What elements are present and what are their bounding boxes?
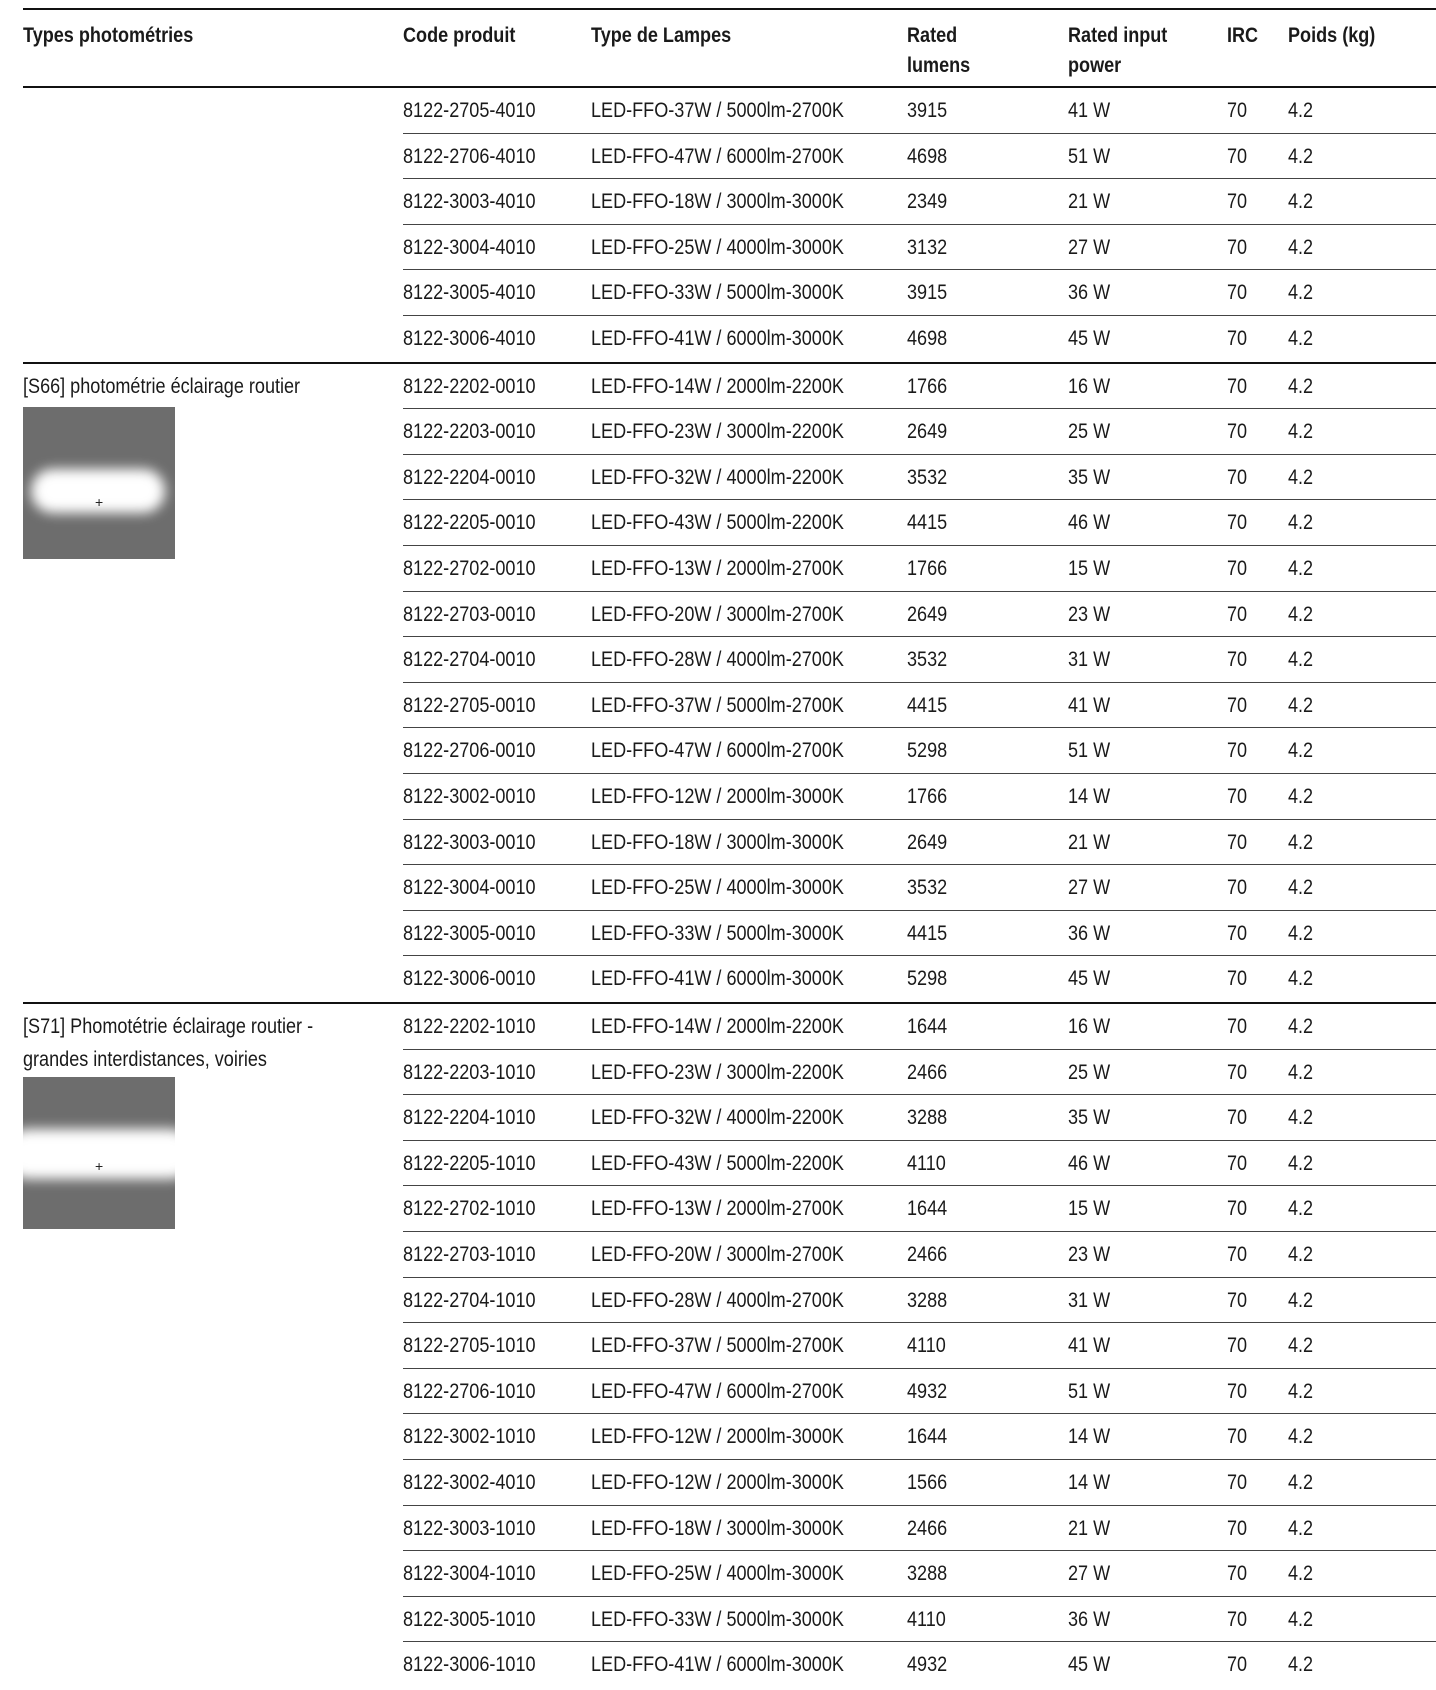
lamp-type: LED-FFO-13W / 2000lm-2700K — [591, 556, 844, 580]
product-code: 8122-3002-0010 — [403, 784, 536, 808]
lamp-type: LED-FFO-20W / 3000lm-2700K — [591, 602, 844, 626]
irc-value: 70 — [1227, 420, 1248, 444]
irc-value: 70 — [1227, 648, 1248, 672]
rated-input-power: 46 W — [1068, 511, 1111, 535]
weight-kg: 4.2 — [1288, 235, 1314, 259]
rated-input-power: 14 W — [1068, 1425, 1111, 1449]
header-code: Code produit — [403, 24, 516, 47]
rated-lumens: 3532 — [907, 648, 948, 672]
lamp-type: LED-FFO-18W / 3000lm-3000K — [591, 190, 844, 214]
irc-value: 70 — [1227, 1470, 1248, 1494]
lamp-type: LED-FFO-25W / 4000lm-3000K — [591, 1562, 844, 1586]
irc-value: 70 — [1227, 1334, 1248, 1358]
irc-value: 70 — [1227, 1151, 1248, 1175]
lamp-type: LED-FFO-43W / 5000lm-2200K — [591, 1151, 844, 1175]
rated-input-power: 25 W — [1068, 1060, 1111, 1084]
table-row — [403, 820, 1436, 866]
rated-lumens: 1644 — [907, 1425, 948, 1449]
product-code: 8122-3004-0010 — [403, 876, 536, 900]
product-code: 8122-2704-1010 — [403, 1288, 536, 1312]
table-row — [403, 179, 1436, 225]
table-row — [403, 134, 1436, 180]
header-power — [1068, 21, 1167, 81]
rated-lumens: 3532 — [907, 876, 948, 900]
rated-lumens: 5298 — [907, 739, 948, 763]
rated-lumens: 1766 — [907, 784, 948, 808]
lamp-type: LED-FFO-37W / 5000lm-2700K — [591, 1334, 844, 1358]
group-label-s66: [S66] photométrie éclairage routier — [23, 374, 301, 398]
group-s71 — [23, 1004, 1436, 1690]
table-row — [403, 270, 1436, 316]
rated-lumens: 3132 — [907, 235, 948, 259]
rated-input-power: 25 W — [1068, 420, 1111, 444]
product-code: 8122-2705-4010 — [403, 99, 536, 122]
weight-kg: 4.2 — [1288, 420, 1314, 444]
irc-value: 70 — [1227, 1288, 1248, 1312]
rated-lumens: 4110 — [907, 1151, 946, 1175]
lamp-type: LED-FFO-18W / 3000lm-3000K — [591, 1516, 844, 1540]
rated-input-power: 35 W — [1068, 465, 1111, 489]
lamp-type: LED-FFO-37W / 5000lm-2700K — [591, 693, 844, 717]
weight-kg: 4.2 — [1288, 1288, 1314, 1312]
group-s66 — [23, 364, 1436, 1004]
product-code: 8122-2706-4010 — [403, 144, 536, 168]
product-code: 8122-3005-0010 — [403, 921, 536, 945]
product-code: 8122-2204-1010 — [403, 1106, 536, 1130]
table-row — [403, 1278, 1436, 1324]
lamp-type: LED-FFO-32W / 4000lm-2200K — [591, 465, 844, 489]
rated-lumens: 3288 — [907, 1288, 948, 1312]
table-row — [403, 592, 1436, 638]
table-row — [403, 1095, 1436, 1141]
weight-kg: 4.2 — [1288, 1060, 1314, 1084]
rated-lumens: 2649 — [907, 602, 948, 626]
table-row — [403, 225, 1436, 271]
irc-value: 70 — [1227, 190, 1248, 214]
product-code: 8122-2702-1010 — [403, 1197, 536, 1221]
rated-lumens: 4415 — [907, 511, 948, 535]
header-lumens — [907, 21, 970, 81]
weight-kg: 4.2 — [1288, 921, 1314, 945]
header-poids: Poids (kg) — [1288, 24, 1376, 47]
group-rows — [403, 88, 1436, 362]
rated-lumens: 1766 — [907, 556, 948, 580]
group-label-s71-line2: grandes interdistances, voiries — [23, 1047, 267, 1071]
weight-kg: 4.2 — [1288, 465, 1314, 489]
table-row — [403, 683, 1436, 729]
weight-kg: 4.2 — [1288, 326, 1314, 350]
lamp-type: LED-FFO-33W / 5000lm-3000K — [591, 1607, 844, 1631]
lamp-type: LED-FFO-25W / 4000lm-3000K — [591, 235, 844, 259]
lamp-type: LED-FFO-20W / 3000lm-2700K — [591, 1242, 844, 1266]
rated-input-power: 16 W — [1068, 374, 1111, 398]
product-code: 8122-3003-0010 — [403, 830, 536, 854]
table-row — [403, 1004, 1436, 1050]
irc-value: 70 — [1227, 281, 1248, 305]
lamp-type: LED-FFO-12W / 2000lm-3000K — [591, 1470, 844, 1494]
weight-kg: 4.2 — [1288, 1425, 1314, 1449]
irc-value: 70 — [1227, 876, 1248, 900]
weight-kg: 4.2 — [1288, 99, 1314, 122]
rated-lumens: 2466 — [907, 1242, 948, 1266]
rated-input-power: 45 W — [1068, 326, 1111, 350]
product-code: 8122-2703-0010 — [403, 602, 536, 626]
weight-kg: 4.2 — [1288, 1379, 1314, 1403]
lamp-type: LED-FFO-13W / 2000lm-2700K — [591, 1197, 844, 1221]
lamp-type: LED-FFO-41W / 6000lm-3000K — [591, 967, 844, 991]
product-code: 8122-2705-0010 — [403, 693, 536, 717]
product-code: 8122-3006-4010 — [403, 326, 536, 350]
group-rows — [403, 364, 1436, 1002]
irc-value: 70 — [1227, 556, 1248, 580]
rated-lumens: 1644 — [907, 1014, 948, 1038]
table-row — [403, 1460, 1436, 1506]
table-row — [403, 1232, 1436, 1278]
table-row — [403, 88, 1436, 134]
weight-kg: 4.2 — [1288, 374, 1314, 398]
rated-lumens: 4110 — [907, 1607, 946, 1631]
irc-value: 70 — [1227, 602, 1248, 626]
rated-input-power: 23 W — [1068, 1242, 1111, 1266]
group-rows — [403, 1004, 1436, 1688]
table-row — [403, 316, 1436, 362]
product-code: 8122-3005-1010 — [403, 1607, 536, 1631]
header-lumens-line1: Rated — [907, 24, 958, 47]
rated-lumens: 4415 — [907, 921, 948, 945]
lamp-type: LED-FFO-18W / 3000lm-3000K — [591, 830, 844, 854]
rated-input-power: 14 W — [1068, 1470, 1111, 1494]
rated-input-power: 31 W — [1068, 1288, 1111, 1312]
weight-kg: 4.2 — [1288, 511, 1314, 535]
table-row — [403, 956, 1436, 1002]
group-continuation — [23, 88, 1436, 364]
header-irc: IRC — [1227, 24, 1259, 47]
weight-kg: 4.2 — [1288, 739, 1314, 763]
rated-input-power: 36 W — [1068, 1607, 1111, 1631]
header-type: Type de Lampes — [591, 24, 732, 47]
table-header — [23, 8, 1436, 88]
irc-value: 70 — [1227, 1106, 1248, 1130]
weight-kg: 4.2 — [1288, 1607, 1314, 1631]
product-code: 8122-2202-1010 — [403, 1014, 536, 1038]
rated-lumens: 2649 — [907, 830, 948, 854]
table-row — [403, 728, 1436, 774]
irc-value: 70 — [1227, 1516, 1248, 1540]
lamp-type: LED-FFO-33W / 5000lm-3000K — [591, 921, 844, 945]
weight-kg: 4.2 — [1288, 1516, 1314, 1540]
product-code: 8122-3004-1010 — [403, 1562, 536, 1586]
table-row — [403, 865, 1436, 911]
rated-input-power: 45 W — [1068, 1653, 1111, 1677]
group-label-s71 — [23, 1004, 350, 1076]
weight-kg: 4.2 — [1288, 144, 1314, 168]
group-label-cell — [23, 364, 403, 560]
irc-value: 70 — [1227, 465, 1248, 489]
lamp-type: LED-FFO-12W / 2000lm-3000K — [591, 784, 844, 808]
rated-lumens: 4110 — [907, 1334, 946, 1358]
rated-input-power: 45 W — [1068, 967, 1111, 991]
product-code: 8122-3002-4010 — [403, 1470, 536, 1494]
rated-input-power: 27 W — [1068, 235, 1111, 259]
rated-input-power: 14 W — [1068, 784, 1111, 808]
photometry-marker: + — [95, 1157, 104, 1174]
lamp-type: LED-FFO-47W / 6000lm-2700K — [591, 739, 844, 763]
irc-value: 70 — [1227, 1425, 1248, 1449]
table-row — [403, 500, 1436, 546]
irc-value: 70 — [1227, 1242, 1248, 1266]
rated-input-power: 51 W — [1068, 144, 1111, 168]
lamp-type: LED-FFO-23W / 3000lm-2200K — [591, 1060, 844, 1084]
rated-input-power: 51 W — [1068, 739, 1111, 763]
table-row — [403, 1597, 1436, 1643]
rated-input-power: 15 W — [1068, 1197, 1111, 1221]
rated-input-power: 27 W — [1068, 876, 1111, 900]
irc-value: 70 — [1227, 144, 1248, 168]
product-code: 8122-2706-0010 — [403, 739, 536, 763]
product-code: 8122-3005-4010 — [403, 281, 536, 305]
rated-lumens: 3532 — [907, 465, 948, 489]
rated-input-power: 41 W — [1068, 693, 1111, 717]
product-code: 8122-3003-1010 — [403, 1516, 536, 1540]
irc-value: 70 — [1227, 921, 1248, 945]
lamp-type: LED-FFO-41W / 6000lm-3000K — [591, 326, 844, 350]
table-row — [403, 911, 1436, 957]
lamp-type: LED-FFO-47W / 6000lm-2700K — [591, 144, 844, 168]
lamp-type: LED-FFO-33W / 5000lm-3000K — [591, 281, 844, 305]
rated-lumens: 4932 — [907, 1379, 948, 1403]
rated-lumens: 4698 — [907, 326, 948, 350]
product-code: 8122-3006-0010 — [403, 967, 536, 991]
table-row — [403, 1323, 1436, 1369]
lamp-type: LED-FFO-47W / 6000lm-2700K — [591, 1379, 844, 1403]
rated-lumens: 4698 — [907, 144, 948, 168]
header-power-line1: Rated input — [1068, 24, 1168, 47]
rated-lumens: 3288 — [907, 1562, 948, 1586]
rated-input-power: 46 W — [1068, 1151, 1111, 1175]
weight-kg: 4.2 — [1288, 876, 1314, 900]
rated-input-power: 31 W — [1068, 648, 1111, 672]
rated-lumens: 4932 — [907, 1653, 948, 1677]
weight-kg: 4.2 — [1288, 1106, 1314, 1130]
rated-lumens: 1766 — [907, 374, 948, 398]
product-code: 8122-2205-1010 — [403, 1151, 536, 1175]
irc-value: 70 — [1227, 784, 1248, 808]
table-row — [403, 1414, 1436, 1460]
table-row — [403, 1369, 1436, 1415]
irc-value: 70 — [1227, 739, 1248, 763]
irc-value: 70 — [1227, 1014, 1248, 1038]
rated-input-power: 41 W — [1068, 1334, 1111, 1358]
rated-lumens: 2466 — [907, 1516, 948, 1540]
rated-input-power: 35 W — [1068, 1106, 1111, 1130]
product-code: 8122-2704-0010 — [403, 648, 536, 672]
product-code: 8122-3006-1010 — [403, 1653, 536, 1677]
product-code: 8122-2706-1010 — [403, 1379, 536, 1403]
product-code: 8122-2703-1010 — [403, 1242, 536, 1266]
weight-kg: 4.2 — [1288, 556, 1314, 580]
table-row — [403, 1506, 1436, 1552]
table-row — [403, 1642, 1436, 1688]
weight-kg: 4.2 — [1288, 1334, 1314, 1358]
weight-kg: 4.2 — [1288, 1197, 1314, 1221]
irc-value: 70 — [1227, 1379, 1248, 1403]
lamp-type: LED-FFO-37W / 5000lm-2700K — [591, 99, 844, 122]
lamp-type: LED-FFO-23W / 3000lm-2200K — [591, 420, 844, 444]
weight-kg: 4.2 — [1288, 830, 1314, 854]
rated-lumens: 2349 — [907, 190, 948, 214]
table-row — [403, 1141, 1436, 1187]
rated-input-power: 51 W — [1068, 1379, 1111, 1403]
lamp-type: LED-FFO-12W / 2000lm-3000K — [591, 1425, 844, 1449]
product-code: 8122-2204-0010 — [403, 465, 536, 489]
rated-lumens: 1644 — [907, 1197, 948, 1221]
product-table — [23, 8, 1436, 1690]
header-power-line2: power — [1068, 54, 1122, 77]
rated-input-power: 41 W — [1068, 99, 1111, 122]
irc-value: 70 — [1227, 99, 1248, 122]
product-code: 8122-2203-0010 — [403, 420, 536, 444]
rated-lumens: 2649 — [907, 420, 948, 444]
irc-value: 70 — [1227, 374, 1248, 398]
rated-lumens: 3915 — [907, 281, 948, 305]
irc-value: 70 — [1227, 1562, 1248, 1586]
irc-value: 70 — [1227, 693, 1248, 717]
weight-kg: 4.2 — [1288, 190, 1314, 214]
product-code: 8122-2705-1010 — [403, 1334, 536, 1358]
lamp-type: LED-FFO-14W / 2000lm-2200K — [591, 374, 844, 398]
lamp-type: LED-FFO-25W / 4000lm-3000K — [591, 876, 844, 900]
weight-kg: 4.2 — [1288, 1242, 1314, 1266]
weight-kg: 4.2 — [1288, 648, 1314, 672]
weight-kg: 4.2 — [1288, 1653, 1314, 1677]
rated-input-power: 21 W — [1068, 1516, 1111, 1540]
header-types: Types photométries — [23, 24, 194, 47]
table-row — [403, 1186, 1436, 1232]
irc-value: 70 — [1227, 1197, 1248, 1221]
lamp-type: LED-FFO-43W / 5000lm-2200K — [591, 511, 844, 535]
rated-lumens: 5298 — [907, 967, 948, 991]
rated-input-power: 27 W — [1068, 1562, 1111, 1586]
weight-kg: 4.2 — [1288, 602, 1314, 626]
product-code: 8122-3002-1010 — [403, 1425, 536, 1449]
irc-value: 70 — [1227, 1060, 1248, 1084]
photometry-road-lighting-icon — [23, 407, 175, 559]
weight-kg: 4.2 — [1288, 693, 1314, 717]
photometry-wide-road-lighting-icon — [23, 1077, 175, 1229]
irc-value: 70 — [1227, 511, 1248, 535]
rated-input-power: 36 W — [1068, 281, 1111, 305]
product-code: 8122-2702-0010 — [403, 556, 536, 580]
rated-input-power: 21 W — [1068, 190, 1111, 214]
photometry-marker: + — [95, 494, 104, 511]
lamp-type: LED-FFO-32W / 4000lm-2200K — [591, 1106, 844, 1130]
table-row — [403, 1551, 1436, 1597]
product-code: 8122-3003-4010 — [403, 190, 536, 214]
weight-kg: 4.2 — [1288, 967, 1314, 991]
rated-lumens: 4415 — [907, 693, 948, 717]
rated-input-power: 36 W — [1068, 921, 1111, 945]
table-row — [403, 774, 1436, 820]
table-row — [403, 546, 1436, 592]
rated-lumens: 3288 — [907, 1106, 948, 1130]
group-label-s71-line1: [S71] Phomotétrie éclairage routier - — [23, 1014, 314, 1038]
weight-kg: 4.2 — [1288, 1470, 1314, 1494]
product-code: 8122-2202-0010 — [403, 374, 536, 398]
weight-kg: 4.2 — [1288, 784, 1314, 808]
irc-value: 70 — [1227, 967, 1248, 991]
lamp-type: LED-FFO-28W / 4000lm-2700K — [591, 1288, 844, 1312]
weight-kg: 4.2 — [1288, 1014, 1314, 1038]
irc-value: 70 — [1227, 830, 1248, 854]
rated-input-power: 21 W — [1068, 830, 1111, 854]
irc-value: 70 — [1227, 1607, 1248, 1631]
rated-input-power: 23 W — [1068, 602, 1111, 626]
rated-lumens: 2466 — [907, 1060, 948, 1084]
weight-kg: 4.2 — [1288, 1562, 1314, 1586]
table-row — [403, 364, 1436, 410]
lamp-type: LED-FFO-14W / 2000lm-2200K — [591, 1014, 844, 1038]
rated-input-power: 16 W — [1068, 1014, 1111, 1038]
rated-input-power: 15 W — [1068, 556, 1111, 580]
table-row — [403, 455, 1436, 501]
irc-value: 70 — [1227, 326, 1248, 350]
table-row — [403, 409, 1436, 455]
irc-value: 70 — [1227, 1653, 1248, 1677]
weight-kg: 4.2 — [1288, 281, 1314, 305]
irc-value: 70 — [1227, 235, 1248, 259]
table-row — [403, 1050, 1436, 1096]
lamp-type: LED-FFO-28W / 4000lm-2700K — [591, 648, 844, 672]
rated-lumens: 3915 — [907, 99, 948, 122]
product-code: 8122-2203-1010 — [403, 1060, 536, 1084]
weight-kg: 4.2 — [1288, 1151, 1314, 1175]
group-label-cell — [23, 1004, 403, 1229]
product-code: 8122-2205-0010 — [403, 511, 536, 535]
table-row — [403, 637, 1436, 683]
lamp-type: LED-FFO-41W / 6000lm-3000K — [591, 1653, 844, 1677]
rated-lumens: 1566 — [907, 1470, 948, 1494]
header-lumens-line2: lumens — [907, 54, 971, 77]
product-code: 8122-3004-4010 — [403, 235, 536, 259]
